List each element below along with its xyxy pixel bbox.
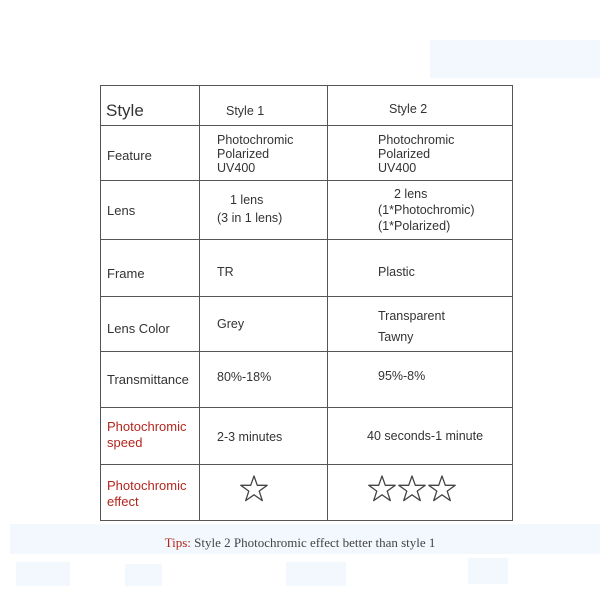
table-row-lens bbox=[101, 181, 513, 240]
lens-style1-value bbox=[200, 181, 327, 227]
label-cell-frame bbox=[101, 240, 200, 297]
style1-cell-photochromic-effect bbox=[200, 465, 328, 521]
lens-style2-line-3: (1*Polarized) bbox=[378, 219, 451, 233]
star-outline-icon bbox=[427, 474, 457, 504]
style1-cell-transmittance bbox=[200, 352, 328, 408]
tips-text: Style 2 Photochromic effect better than style 1 bbox=[190, 535, 436, 550]
table-row-feature bbox=[101, 126, 513, 181]
tips-note bbox=[0, 535, 600, 551]
style1-cell-lens-color bbox=[200, 297, 328, 352]
header-style-cell bbox=[101, 86, 200, 126]
header-style2-cell bbox=[328, 86, 513, 126]
style1-cell-feature bbox=[200, 126, 328, 181]
style1-cell-lens bbox=[200, 181, 328, 240]
faint-overlay-bottom-1 bbox=[16, 562, 70, 586]
lens-color-style2-line-1: Transparent bbox=[378, 309, 445, 323]
effect-style1-rating bbox=[200, 465, 327, 509]
frame-style2-value: Plastic bbox=[378, 265, 415, 279]
label-cell-lens bbox=[101, 181, 200, 240]
faint-overlay-bottom-2 bbox=[125, 564, 162, 586]
lens-color-style2-value bbox=[328, 297, 512, 348]
lens-color-style1-value: Grey bbox=[217, 317, 245, 331]
lens-style2-line-2: (1*Photochromic) bbox=[378, 203, 475, 217]
row-label-frame: Frame bbox=[107, 266, 145, 281]
comparison-table bbox=[100, 85, 513, 521]
style2-cell-photochromic-speed bbox=[328, 408, 513, 465]
style1-cell-frame bbox=[200, 240, 328, 297]
table-row-frame bbox=[101, 240, 513, 297]
header-style1-label: Style 1 bbox=[226, 104, 265, 118]
speed-style2-value: 40 seconds-1 minute bbox=[367, 429, 484, 443]
star-outline-icon bbox=[239, 474, 269, 504]
feature-style1-line-3: UV400 bbox=[217, 161, 256, 175]
lens-style2-line-1: 2 lens bbox=[394, 187, 428, 201]
feature-style2-value bbox=[328, 126, 512, 175]
table-row-lens-color bbox=[101, 297, 513, 352]
table-row-photochromic-effect bbox=[101, 465, 513, 521]
lens-color-style2-line-2: Tawny bbox=[378, 330, 414, 344]
feature-style1-line-2: Polarized bbox=[217, 147, 270, 161]
feature-style2-line-3: UV400 bbox=[378, 161, 417, 175]
star-outline-icon bbox=[397, 474, 427, 504]
row-label-lens: Lens bbox=[107, 203, 136, 218]
header-style1-cell bbox=[200, 86, 328, 126]
row-label-feature: Feature bbox=[107, 148, 152, 163]
transmittance-style2-value: 95%-8% bbox=[378, 369, 426, 383]
table-row-transmittance bbox=[101, 352, 513, 408]
style2-cell-feature bbox=[328, 126, 513, 181]
label-cell-transmittance bbox=[101, 352, 200, 408]
label-cell-lens-color bbox=[101, 297, 200, 352]
faint-overlay-bottom-3 bbox=[286, 562, 346, 586]
speed-style1-value: 2-3 minutes bbox=[217, 430, 283, 444]
header-style2-label: Style 2 bbox=[389, 102, 428, 116]
feature-style1-value bbox=[200, 126, 327, 175]
style2-cell-lens-color bbox=[328, 297, 513, 352]
feature-style2-line-1: Photochromic bbox=[378, 133, 455, 147]
lens-style1-line-1: 1 lens bbox=[230, 193, 264, 207]
star-outline-icon bbox=[367, 474, 397, 504]
label-cell-feature bbox=[101, 126, 200, 181]
lens-style2-value bbox=[328, 181, 512, 234]
header-style-label: Style bbox=[106, 101, 144, 120]
label-cell-photochromic-speed bbox=[101, 408, 200, 465]
style2-cell-lens bbox=[328, 181, 513, 240]
row-label-photochromic-speed: Photochromic speed bbox=[107, 419, 187, 450]
row-label-transmittance: Transmittance bbox=[107, 372, 189, 387]
transmittance-style1-value: 80%-18% bbox=[217, 370, 272, 384]
style1-cell-photochromic-speed bbox=[200, 408, 328, 465]
faint-overlay-top-right bbox=[430, 40, 600, 78]
label-cell-photochromic-effect bbox=[101, 465, 200, 521]
table-header-row bbox=[101, 86, 513, 126]
style2-cell-transmittance bbox=[328, 352, 513, 408]
feature-style1-line-1: Photochromic bbox=[217, 133, 294, 147]
lens-style1-line-2: (3 in 1 lens) bbox=[217, 211, 283, 225]
style2-cell-frame bbox=[328, 240, 513, 297]
style2-cell-photochromic-effect bbox=[328, 465, 513, 521]
feature-style2-line-2: Polarized bbox=[378, 147, 431, 161]
frame-style1-value: TR bbox=[217, 265, 234, 279]
row-label-lens-color: Lens Color bbox=[107, 321, 170, 336]
table-row-photochromic-speed bbox=[101, 408, 513, 465]
faint-overlay-bottom-4 bbox=[468, 558, 508, 584]
row-label-photochromic-effect: Photochromic effect bbox=[107, 478, 187, 509]
effect-style2-rating bbox=[328, 465, 512, 509]
tips-label: Tips: bbox=[164, 535, 191, 550]
